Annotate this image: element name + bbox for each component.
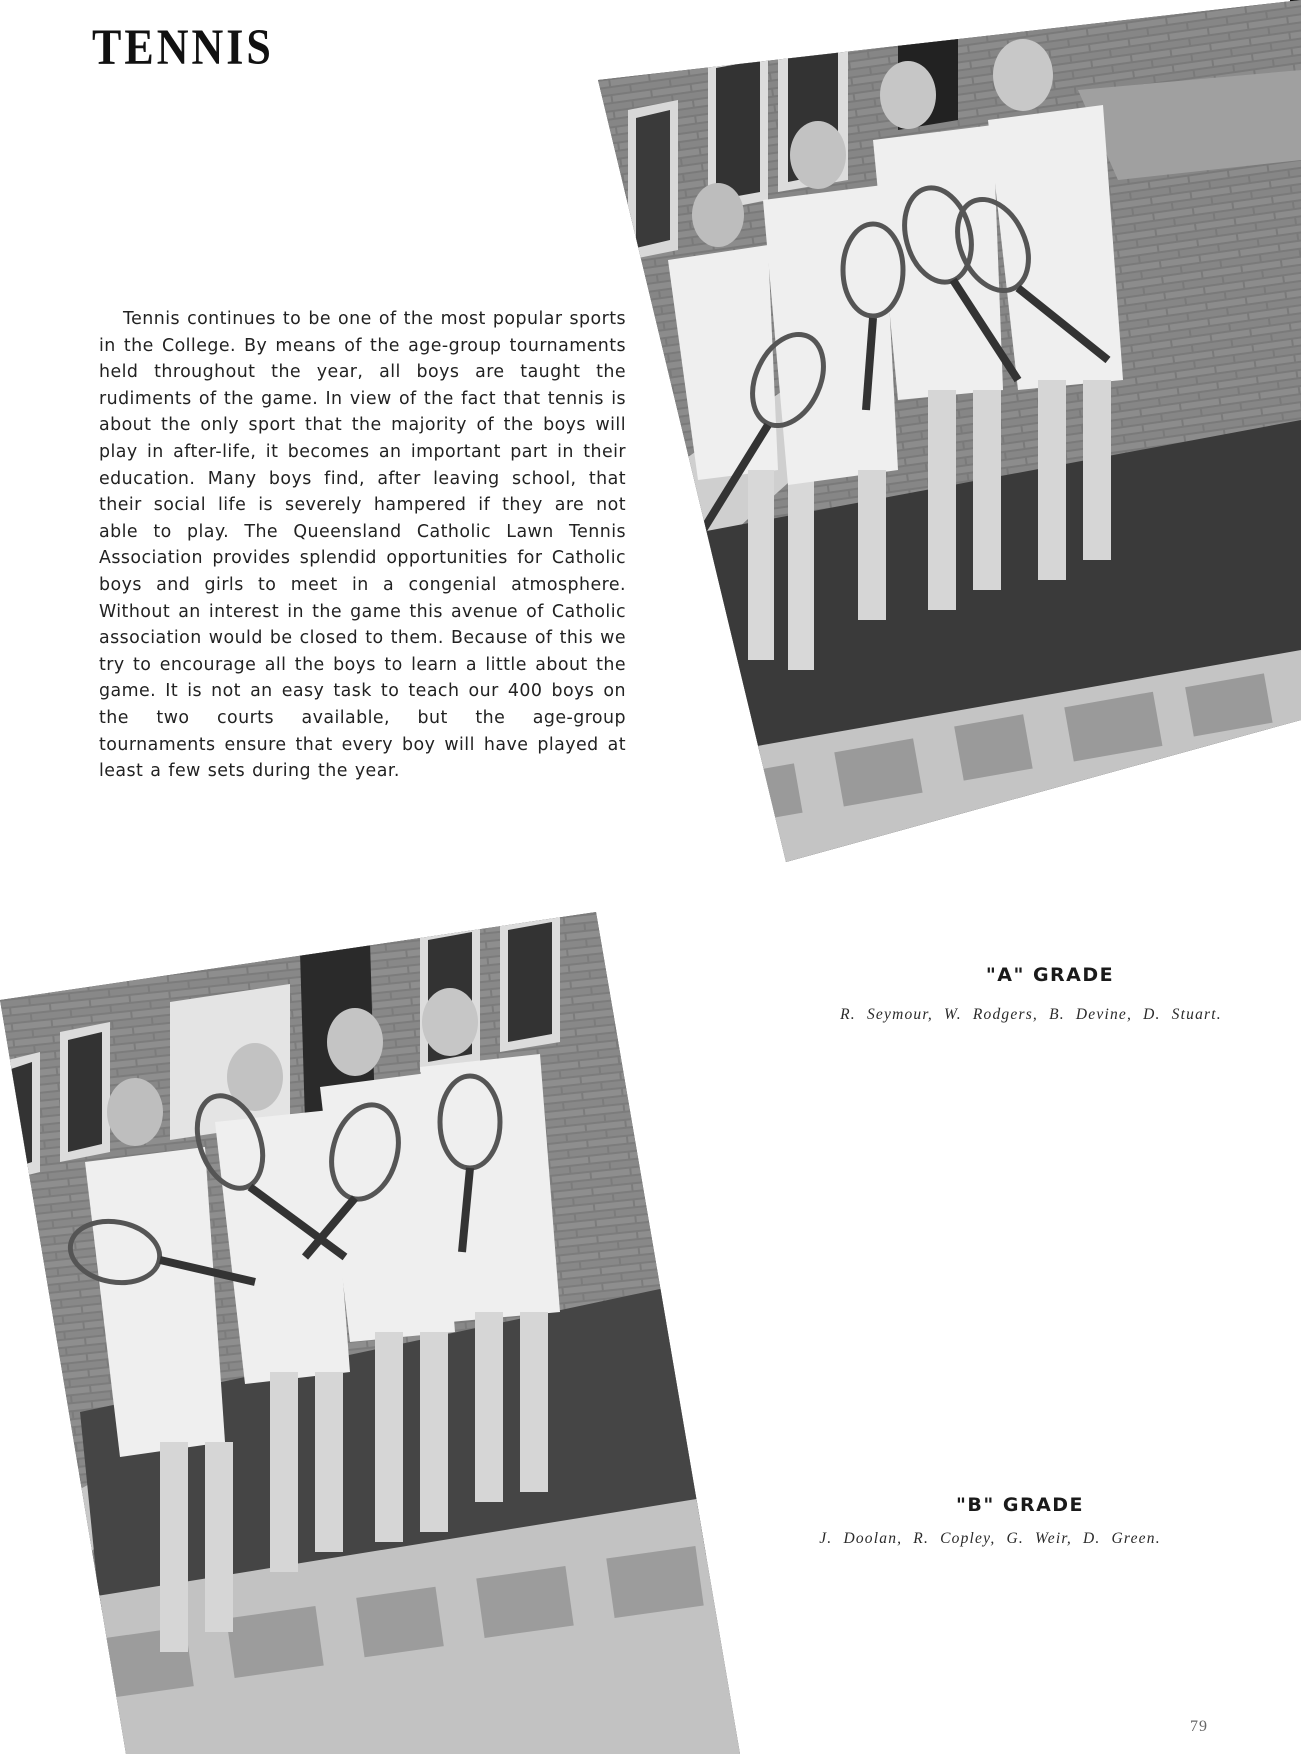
page-number: 79 xyxy=(1190,1718,1208,1735)
a-grade-team-photo xyxy=(598,0,1301,862)
b-grade-heading: "B" GRADE xyxy=(955,1494,1085,1516)
b-grade-team-photo xyxy=(0,912,740,1754)
a-grade-names: R. Seymour, W. Rodgers, B. Devine, D. Stuart. xyxy=(840,1006,1222,1023)
page-title: TENNIS xyxy=(92,19,274,76)
b-grade-names: J. Doolan, R. Copley, G. Weir, D. Green. xyxy=(819,1530,1161,1547)
a-grade-heading: "A" GRADE xyxy=(985,964,1115,986)
article-body: Tennis continues to be one of the most popular sports in the College. By means of the age-group tournaments held throughout the year, all boys are taught the rudiments of the game. In view of the fact that tennis is about the only sport that the majority of the boys will play in after-life, it becomes an important part in their education. Many boys find, after leaving school, that their social life is severely hampered if they are not able to play. The Queensland Catholic Lawn Tennis Association provides splendid opportunities for Catholic boys and girls to meet in a congenial atmosphere. Without an interest in the game this avenue of Catholic association would be closed to them. Because of this we try to encourage all the boys to learn a little about the game. It is not an easy task to teach our 400 boys on the two courts available, but the age-group tournaments ensure that every boy will have played at least a few sets during the year. xyxy=(99,309,626,782)
